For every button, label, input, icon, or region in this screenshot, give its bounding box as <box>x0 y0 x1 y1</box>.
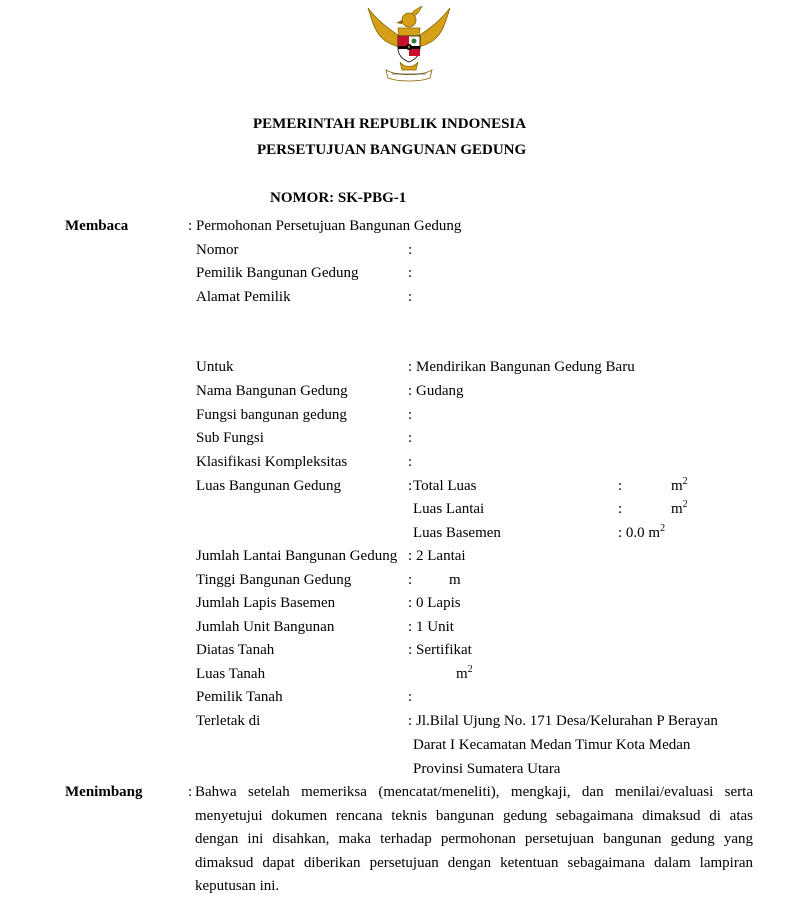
field-colon: : <box>408 383 413 399</box>
menimbang-paragraph: Bahwa setelah memeriksa (mencatat/meneliti), mengkaji, dan menilai/evaluasi serta menyetujui dokumen rencana teknis bangunan gedung sebagaimana dimaksud di atas dengan ini disahkan, maka terhadap permohonan persetujuan bangunan gedung yang dimaksud dapat diberikan persetujuan dengan ketentuan sebagaimana dalam lampiran keputusan ini. <box>195 784 753 895</box>
garuda-emblem <box>362 2 456 84</box>
luas-basemen-value: : 0.0 $m^2$ <box>618 523 666 541</box>
terletak-line-3: Provinsi Sumatera Utara <box>413 761 561 777</box>
field-value-diatas-tanah: Sertifikat <box>416 642 472 658</box>
total-luas-unit: $m^2$ <box>671 476 688 494</box>
field-colon: : <box>408 595 413 611</box>
field-label-nama-bangunan: Nama Bangunan Gedung <box>196 383 348 399</box>
field-label-pemilik-bangunan: Pemilik Bangunan Gedung <box>196 265 359 281</box>
field-colon: : <box>618 501 623 517</box>
field-colon: : <box>408 689 413 705</box>
membaca-label: Membaca <box>65 218 129 234</box>
field-label-sub-fungsi: Sub Fungsi <box>196 430 264 446</box>
field-label-tinggi: Tinggi Bangunan Gedung <box>196 572 352 588</box>
field-value-tinggi: m <box>449 572 461 588</box>
field-colon: : <box>408 407 413 423</box>
field-colon: : <box>408 572 413 588</box>
field-label-terletak: Terletak di <box>196 713 261 729</box>
document-number: NOMOR: SK-PBG-1 <box>270 190 407 206</box>
field-colon: : <box>408 619 413 635</box>
field-value-nama-bangunan: Gudang <box>416 383 464 399</box>
field-label-alamat-pemilik: Alamat Pemilik <box>196 289 291 305</box>
field-label-fungsi: Fungsi bangunan gedung <box>196 407 347 423</box>
menimbang-colon: : <box>188 784 193 800</box>
field-value-untuk: Mendirikan Bangunan Gedung Baru <box>416 359 635 375</box>
field-colon: : <box>408 642 413 658</box>
field-label-nomor: Nomor <box>196 242 239 258</box>
field-colon: : <box>408 359 413 375</box>
luas-lantai-unit: $m^2$ <box>671 499 688 517</box>
field-colon: : <box>408 289 413 305</box>
header-title-line2: PERSETUJUAN BANGUNAN GEDUNG <box>257 142 527 158</box>
field-value-jumlah-lantai: 2 Lantai <box>416 548 466 564</box>
header-title-line1: PEMERINTAH REPUBLIK INDONESIA <box>253 116 527 132</box>
field-colon: : <box>408 548 413 564</box>
terletak-line-2: Darat I Kecamatan Medan Timur Kota Medan <box>413 737 691 753</box>
field-label-diatas-tanah: Diatas Tanah <box>196 642 275 658</box>
field-value-luas-tanah: $m^2$ <box>456 664 473 682</box>
luas-lantai-label: Luas Lantai <box>413 501 485 517</box>
field-colon: : <box>408 713 413 729</box>
field-value-lapis-basemen: 0 Lapis <box>416 595 461 611</box>
field-colon: : <box>408 265 413 281</box>
field-colon: : <box>408 454 413 470</box>
menimbang-label: Menimbang <box>65 784 143 800</box>
terletak-line-1: Jl.Bilal Ujung No. 171 Desa/Kelurahan P Berayan <box>416 713 718 729</box>
total-luas-label: Total Luas <box>413 478 477 494</box>
field-label-luas-bangunan: Luas Bangunan Gedung <box>196 478 341 494</box>
field-label-klasifikasi: Klasifikasi Kompleksitas <box>196 454 348 470</box>
field-colon: : <box>408 242 413 258</box>
membaca-colon: : <box>188 218 193 234</box>
membaca-title: Permohonan Persetujuan Bangunan Gedung <box>196 218 462 234</box>
field-label-luas-tanah: Luas Tanah <box>196 666 266 682</box>
field-label-pemilik-tanah: Pemilik Tanah <box>196 689 283 705</box>
field-label-unit-bangunan: Jumlah Unit Bangunan <box>196 619 335 635</box>
field-label-jumlah-lantai: Jumlah Lantai Bangunan Gedung <box>196 548 398 564</box>
field-colon: : <box>408 478 413 494</box>
field-label-lapis-basemen: Jumlah Lapis Basemen <box>196 595 336 611</box>
field-colon: : <box>618 478 623 494</box>
field-colon: : <box>408 430 413 446</box>
luas-basemen-label: Luas Basemen <box>413 525 501 541</box>
field-label-untuk: Untuk <box>196 359 234 375</box>
field-value-unit-bangunan: 1 Unit <box>416 619 454 635</box>
